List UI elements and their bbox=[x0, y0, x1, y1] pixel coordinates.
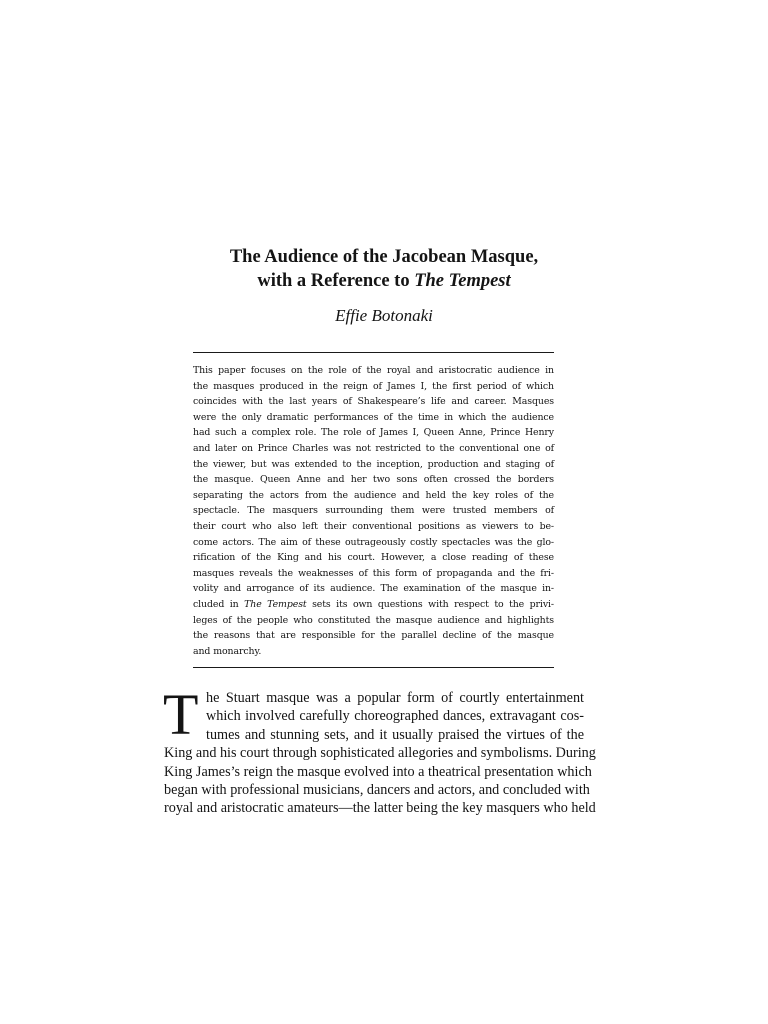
body-line: King James’s reign the masque evolved into a theatrical presentation which bbox=[164, 763, 592, 780]
body-line: he Stuart masque was a popular form of courtly entertainment bbox=[206, 690, 584, 706]
abstract-line: had such a complex role. The role of James I, Queen Anne, Prince Henry bbox=[193, 427, 554, 439]
abstract-line: masques reveals the weaknesses of this form of propaganda and the fri- bbox=[193, 567, 554, 579]
body-line: began with professional musicians, dancers and actors, and concluded with bbox=[164, 781, 590, 798]
abstract-text: sets its own questions with respect to the privi- bbox=[306, 598, 554, 610]
paper-title-line1: The Audience of the Jacobean Masque, bbox=[229, 247, 539, 267]
abstract-text: cluded in bbox=[193, 598, 245, 610]
abstract-line: rification of the King and his court. However, a close reading of these bbox=[193, 552, 554, 564]
title-prefix: with a Reference to bbox=[257, 271, 415, 291]
abstract-line: and later on Prince Charles was not restricted to the conventional one of bbox=[193, 442, 554, 454]
abstract-line: separating the actors from the audience and held the key roles of the bbox=[193, 489, 554, 501]
abstract-line: the viewer, but was extended to the inception, production and staging of bbox=[193, 458, 554, 470]
abstract-line: come actors. The aim of these outrageously costly spectacles was the glo- bbox=[193, 536, 554, 548]
abstract-line: the masque. Queen Anne and her two sons often crossed the borders bbox=[193, 474, 554, 486]
abstract-line: the masques produced in the reign of James I, the first period of which bbox=[193, 380, 554, 392]
abstract-bottom-rule bbox=[193, 667, 554, 668]
abstract-top-rule bbox=[193, 352, 554, 353]
abstract-line: leges of the people who constituted the masque audience and highlights bbox=[193, 614, 554, 626]
abstract-line: their court who also left their conventional positions as viewers to be- bbox=[193, 520, 554, 532]
drop-cap: T bbox=[163, 682, 199, 747]
body-line: King and his court through sophisticated allegories and symbolisms. During bbox=[164, 745, 596, 762]
body-line: which involved carefully choreographed dances, extravagant cos- bbox=[206, 708, 584, 725]
body-line: royal and aristocratic amateurs—the latter being the key masquers who held bbox=[164, 800, 596, 817]
abstract-line: This paper focuses on the role of the royal and aristocratic audience in bbox=[193, 365, 554, 376]
paper-title-line2 bbox=[0, 269, 768, 293]
abstract-italic-work: The Tempest bbox=[244, 598, 307, 610]
abstract-line: the reasons that are responsible for the parallel decline of the masque bbox=[193, 630, 554, 642]
abstract-line bbox=[193, 597, 554, 613]
abstract bbox=[193, 363, 554, 659]
body-paragraph bbox=[164, 689, 596, 818]
body-line: tumes and stunning sets, and it usually praised the virtues of the bbox=[206, 726, 584, 743]
abstract-line: were the only dramatic performances of the time in which the audience bbox=[193, 411, 554, 423]
abstract-line: coincides with the last years of Shakespeare’s life and career. Masques bbox=[193, 396, 554, 408]
abstract-line: and monarchy. bbox=[193, 645, 262, 657]
title-italic-work: The Tempest bbox=[414, 271, 511, 291]
abstract-line: volity and arrogance of its audience. The examination of the masque in- bbox=[193, 583, 554, 595]
abstract-line: spectacle. The masquers surrounding them were trusted members of bbox=[193, 505, 554, 517]
author-name: Effie Botonaki bbox=[335, 306, 433, 325]
